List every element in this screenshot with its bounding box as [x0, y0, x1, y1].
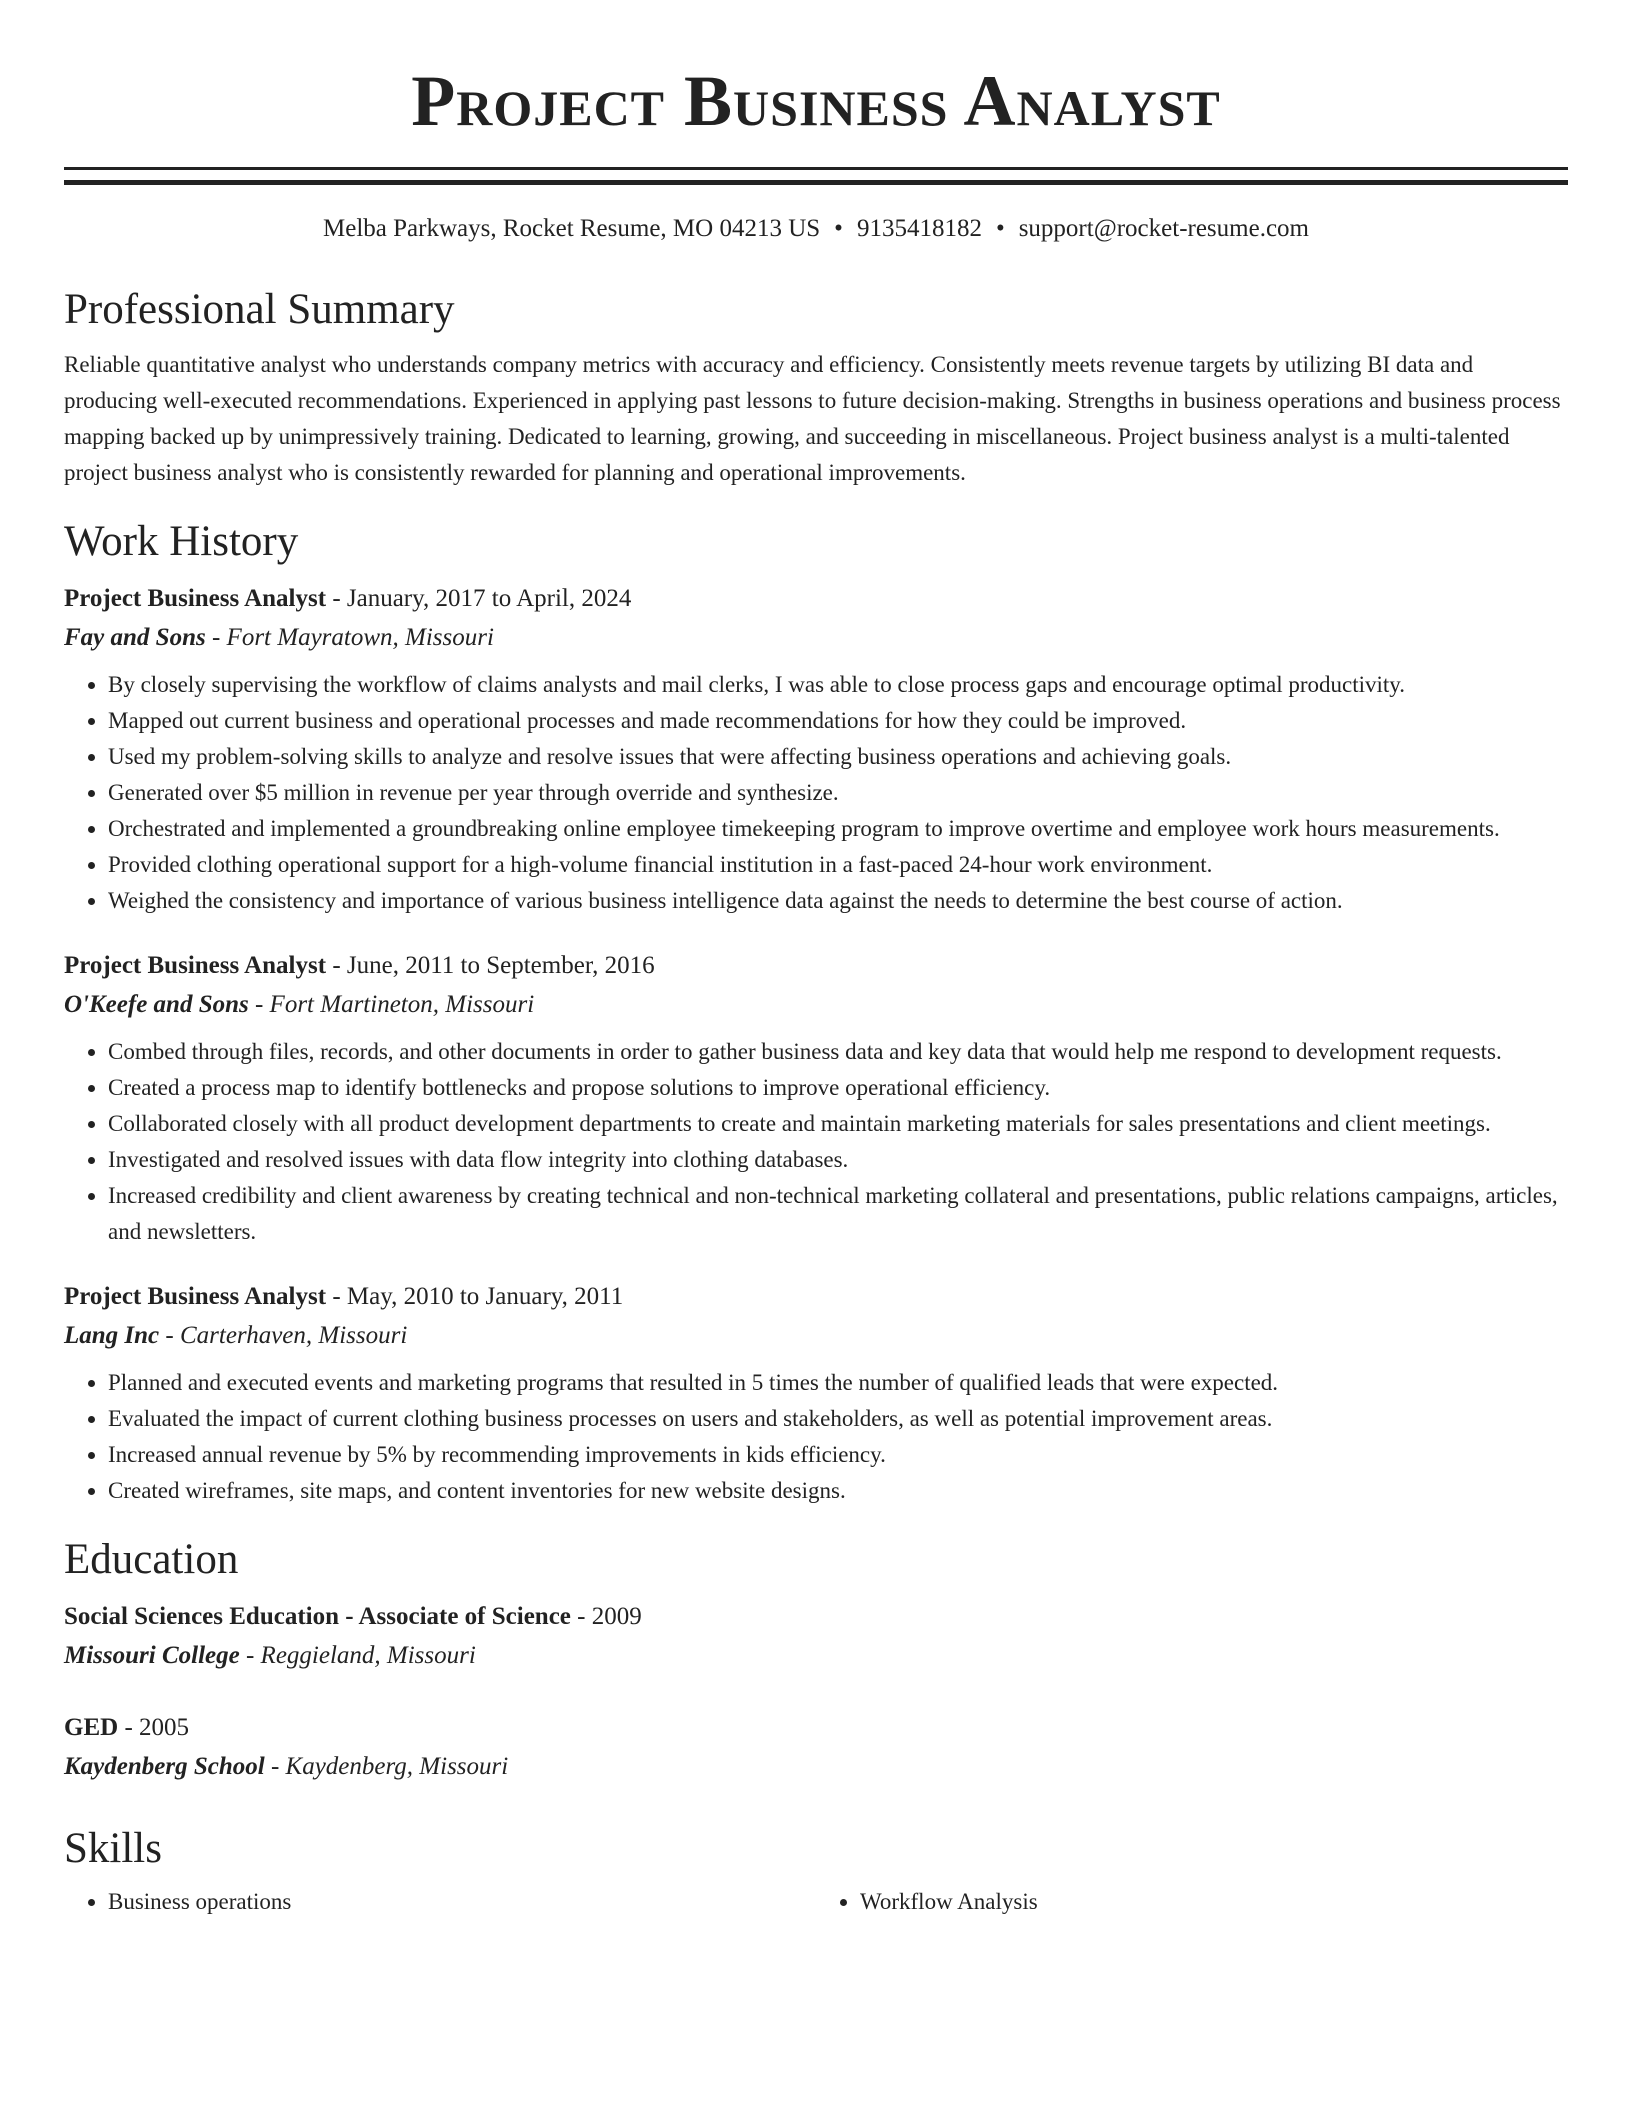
education-location: - Kaydenberg, Missouri [264, 1753, 509, 1780]
summary-heading: Professional Summary [64, 286, 455, 333]
education-entry [64, 1597, 1568, 1675]
contact-email: support@rocket-resume.com [1018, 215, 1309, 242]
education-degree: Social Sciences Education - Associate of Science [64, 1603, 571, 1630]
job-title: Project Business Analyst [64, 585, 327, 612]
job-bullet: • Investigated and resolved issues with data flow integrity into clothing databases. [108, 1142, 1568, 1178]
job-company: Fay and Sons [64, 624, 206, 651]
work-history-heading: Work History [64, 518, 299, 565]
education-degree: GED [64, 1714, 119, 1741]
job-bullet: • Combed through files, records, and other documents in order to gather business data and key data that would help me respond to development requests. [108, 1034, 1568, 1070]
education-year: - 2009 [570, 1603, 642, 1630]
job-title: Project Business Analyst [64, 1283, 327, 1310]
skill-item: • Workflow Analysis [860, 1884, 1568, 1920]
job-location: - Fort Mayratown, Missouri [205, 624, 494, 651]
job-bullet: • Weighed the consistency and importance of various business intelligence data against the needs to determine the best course of action. [108, 883, 1568, 919]
skills-grid [64, 1884, 1568, 1920]
contact-separator: • [834, 215, 843, 242]
skill-item: • Business operations [108, 1884, 816, 1920]
skills-column-left [64, 1884, 816, 1920]
title-divider [64, 167, 1568, 185]
job-company-line [64, 618, 1568, 657]
job-bullet: • Created wireframes, site maps, and content inventories for new website designs. [108, 1473, 1568, 1509]
job-dates: - May, 2010 to January, 2011 [326, 1283, 624, 1310]
skills-column-right [816, 1884, 1568, 1920]
education-school-line [64, 1636, 1568, 1675]
job-bullet: • Collaborated closely with all product development departments to create and maintain marketing materials for sales presentations and client meetings. [108, 1106, 1568, 1142]
job-title: Project Business Analyst [64, 952, 327, 979]
job-bullet: • Planned and executed events and marketing programs that resulted in 5 times the number of qualified leads that were expected. [108, 1365, 1568, 1401]
education-year: - 2005 [118, 1714, 190, 1741]
job-bullet: • Created a process map to identify bottlenecks and propose solutions to improve operational efficiency. [108, 1070, 1568, 1106]
job-bullets [64, 1365, 1568, 1509]
job-bullet: • Provided clothing operational support for a high-volume financial institution in a fast-paced 24-hour work environment. [108, 847, 1568, 883]
job-bullet: • Evaluated the impact of current clothing business processes on users and stakeholders, as well as potential improvement areas. [108, 1401, 1568, 1437]
job-bullet: • Generated over $5 million in revenue per year through override and synthesize. [108, 775, 1568, 811]
job-bullet: • Increased credibility and client awareness by creating technical and non-technical marketing collateral and presentations, public relations campaigns, articles, and newsletters. [108, 1178, 1568, 1250]
education-entry [64, 1708, 1568, 1786]
job-company: Lang Inc [64, 1322, 160, 1349]
job-bullet: • Increased annual revenue by 5% by recommending improvements in kids efficiency. [108, 1437, 1568, 1473]
job-company: O'Keefe and Sons [64, 991, 249, 1018]
education-school: Missouri College [64, 1642, 240, 1669]
job-bullets [64, 1034, 1568, 1250]
education-header [64, 1597, 1568, 1636]
job-header [64, 946, 1568, 985]
education-location: - Reggieland, Missouri [239, 1642, 476, 1669]
education-school: Kaydenberg School [64, 1753, 265, 1780]
resume-title: Project Business Analyst [411, 61, 1221, 141]
job-bullet: • By closely supervising the workflow of claims analysts and mail clerks, I was able to close process gaps and encourage optimal productivity. [108, 667, 1568, 703]
contact-phone: 9135418182 [856, 215, 982, 242]
job-location: - Fort Martineton, Missouri [248, 991, 535, 1018]
job-dates: - January, 2017 to April, 2024 [326, 585, 632, 612]
contact-separator: • [995, 215, 1005, 242]
job-bullet: • Orchestrated and implemented a groundbreaking online employee timekeeping program to improve overtime and employee work hours measurements. [108, 811, 1568, 847]
education-header [64, 1708, 1568, 1747]
job-entry [64, 579, 1568, 919]
job-header [64, 1277, 1568, 1316]
contact-line [64, 213, 1568, 245]
skills-heading: Skills [64, 1825, 162, 1872]
job-entry [64, 1277, 1568, 1509]
summary-text: Reliable quantitative analyst who understands company metrics with accuracy and efficiency. Consistently meets revenue targets by utilizing BI data and producing well-executed recommendations. Experienced in applying past lessons to future decision-making. Strengths in business operations and business process mapping backed up by unimpressively training. Dedicated to learning, growing, and succeeding in miscellaneous. Project business analyst is a multi-talented project business analyst who is consistently rewarded for planning and operational improvements. [64, 352, 1561, 485]
education-school-line [64, 1747, 1568, 1786]
job-header [64, 579, 1568, 618]
job-bullet: • Mapped out current business and operational processes and made recommendations for how they could be improved. [108, 703, 1568, 739]
job-company-line [64, 985, 1568, 1024]
education-heading: Education [64, 1536, 239, 1583]
job-dates: - June, 2011 to September, 2016 [326, 952, 655, 979]
job-entry [64, 946, 1568, 1250]
contact-address: Melba Parkways, Rocket Resume, MO 04213 US [323, 215, 821, 242]
job-location: - Carterhaven, Missouri [159, 1322, 408, 1349]
job-bullet: • Used my problem-solving skills to analyze and resolve issues that were affecting business operations and achieving goals. [108, 739, 1568, 775]
job-bullets [64, 667, 1568, 919]
job-company-line [64, 1316, 1568, 1355]
